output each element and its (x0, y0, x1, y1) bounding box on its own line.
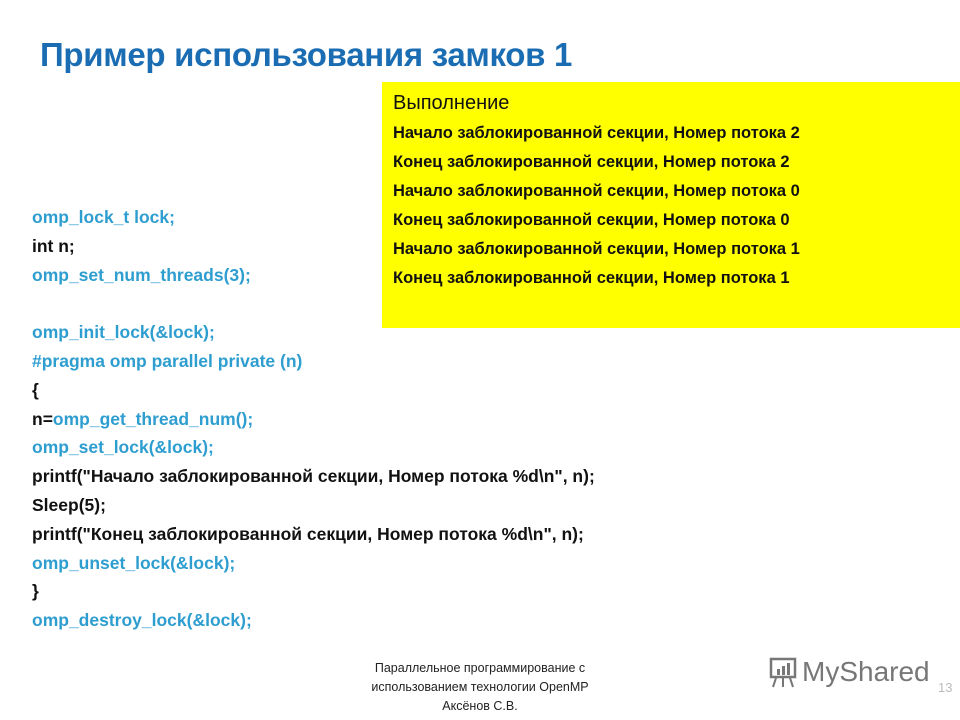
code-line: omp_set_num_threads(3); (32, 264, 251, 285)
footer-line: использованием технологии OpenMP (371, 680, 589, 694)
code-line: omp_lock_t lock; (32, 207, 175, 227)
code-line-blank (32, 289, 595, 318)
code-line: } (32, 581, 39, 602)
code-fn: omp_get_thread_num(); (52, 408, 254, 429)
code-block (32, 203, 595, 635)
page-number: 13 (938, 680, 953, 695)
code-line: omp_init_lock(&lock); (32, 322, 215, 343)
slide-title: Пример использования замков 1 (40, 36, 573, 73)
code-line: omp_unset_lock(&lock); (32, 552, 236, 573)
footer (330, 659, 630, 716)
output-line: Начало заблокированной секции, Номер потока 0 (393, 182, 800, 200)
output-heading: Выполнение (393, 92, 510, 114)
output-line: Конец заблокированной секции, Номер потока 2 (393, 153, 790, 171)
code-line: omp_destroy_lock(&lock); (32, 610, 252, 631)
presentation-board-icon (768, 656, 798, 688)
output-line: Начало заблокированной секции, Номер потока 2 (393, 124, 800, 142)
code-line: printf("Начало заблокированной секции, Номер потока %d\n", n); (32, 466, 595, 487)
output-line: Конец заблокированной секции, Номер потока 1 (393, 269, 790, 287)
watermark-logo (768, 656, 930, 688)
code-line: n=omp_get_thread_num(); (32, 408, 254, 429)
code-line: printf("Конец заблокированной секции, Номер потока %d\n", n); (32, 523, 584, 544)
footer-line: Параллельное программирование с (374, 661, 586, 675)
code-line: Sleep(5); (32, 494, 106, 515)
code-line: omp_set_lock(&lock); (32, 437, 214, 458)
output-line: Конец заблокированной секции, Номер потока 0 (393, 211, 790, 229)
output-line: Начало заблокированной секции, Номер потока 1 (393, 240, 800, 258)
code-line: { (32, 379, 39, 400)
logo-text: MyShared (802, 656, 930, 687)
footer-line: Аксёнов С.В. (442, 699, 518, 713)
code-line: #pragma omp parallel private (n) (32, 350, 303, 371)
code-line: int n; (32, 235, 75, 256)
